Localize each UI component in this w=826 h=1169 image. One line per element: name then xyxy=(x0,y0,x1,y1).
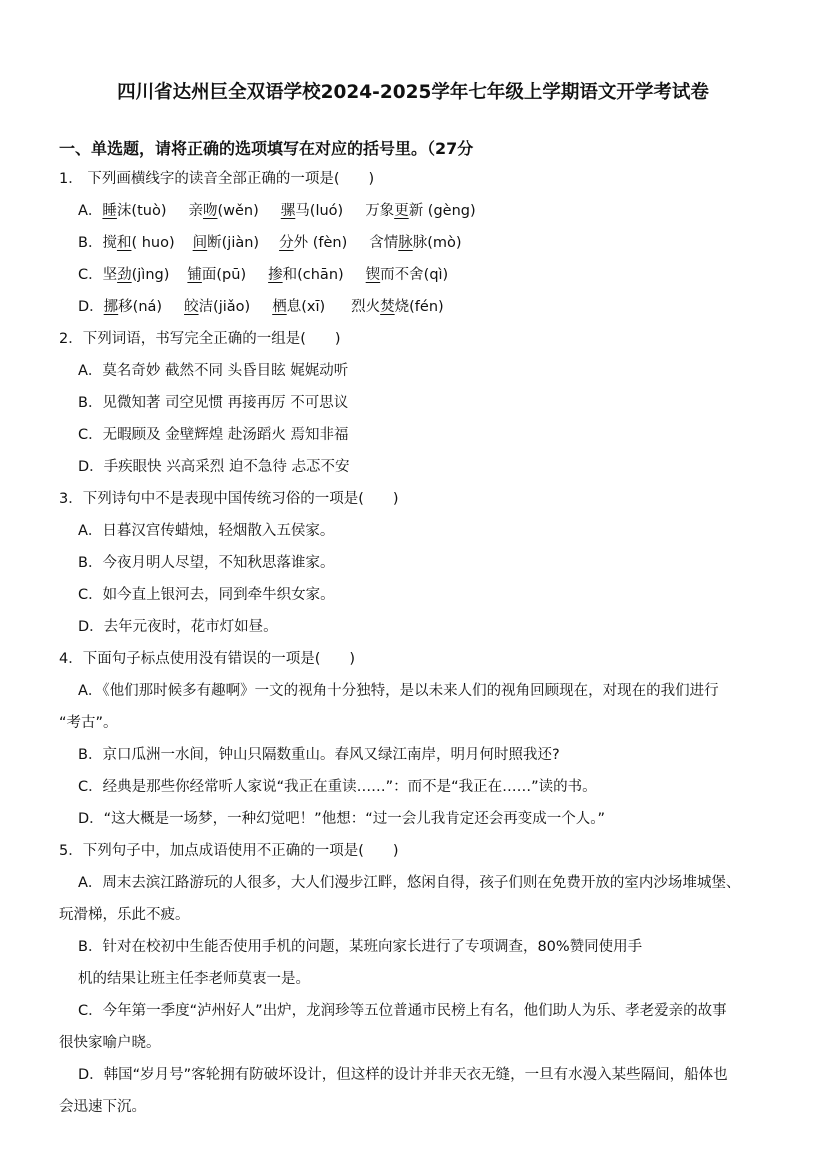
question-4-option-b: B．京口瓜洲一水间，钟山只隔数重山。春风又绿江南岸，明月何时照我还? xyxy=(78,747,560,763)
question-3-option-a: A．日暮汉宫传蜡烛，轻烟散入五侯家。 xyxy=(78,523,335,539)
question-3-stem: 3．下列诗句中不是表现中国传统习俗的一项是( ) xyxy=(59,491,399,507)
question-1-option-b xyxy=(78,234,462,252)
question-1-option-d xyxy=(78,298,444,316)
word-3: 骡马(luó) xyxy=(280,203,344,219)
word-3: 分外 (fèn) xyxy=(279,235,348,251)
question-3-option-d: D．去年元夜时，花市灯如昼。 xyxy=(78,619,278,635)
word-1: 搅和( huo) xyxy=(102,235,175,251)
option-label: C． xyxy=(78,267,103,283)
word-4: 锲而不舍(qì) xyxy=(365,267,449,283)
option-label: A． xyxy=(78,203,103,219)
question-4-option-a-continued: “考古”。 xyxy=(59,715,118,731)
word-4: 烈火焚烧(fén) xyxy=(351,299,444,315)
word-1: 挪移(ná) xyxy=(103,299,163,315)
question-5-option-d-continued: 会迅速下沉。 xyxy=(59,1099,146,1115)
option-label: D． xyxy=(78,299,104,315)
word-3: 掺和(chān) xyxy=(268,267,344,283)
question-2-option-c: C．无暇顾及 金壁辉煌 赴汤蹈火 焉知非福 xyxy=(78,427,349,443)
question-5-option-b-continued: 机的结果让班主任李老师莫衷一是。 xyxy=(78,971,310,987)
question-1-option-a xyxy=(78,202,476,220)
option-label: B． xyxy=(78,235,103,251)
question-5-option-a: A．周末去滨江路游玩的人很多，大人们漫步江畔，悠闲自得，孩子们则在免费开放的室内沙场堆城堡、 xyxy=(78,875,741,891)
question-5-stem: 5．下列句子中，加点成语使用不正确的一项是( ) xyxy=(59,843,399,859)
question-2-option-d: D．手疾眼快 兴高采烈 迫不急待 忐忑不安 xyxy=(78,459,350,475)
word-1: 睡沫(tuò) xyxy=(102,203,167,219)
question-5-option-c-continued: 很快家喻户晓。 xyxy=(59,1035,161,1051)
question-4-stem: 4．下面句子标点使用没有错误的一项是( ) xyxy=(59,651,356,667)
question-5-option-a-continued: 玩滑梯，乐此不疲。 xyxy=(59,907,190,923)
word-2: 间断(jiàn) xyxy=(192,235,260,251)
word-3: 栖息(xī) xyxy=(272,299,326,315)
question-5-option-c: C．今年第一季度“泸州好人”出炉，龙润珍等五位普通市民榜上有名，他们助人为乐、孝老爱亲的故事 xyxy=(78,1003,727,1019)
section-heading: 一、单选题，请将正确的选项填写在对应的括号里。（27分 xyxy=(59,139,474,158)
question-2-option-a: A．莫名奇妙 截然不同 头昏目眩 娓娓动听 xyxy=(78,363,349,379)
word-2: 皎洁(jiǎo) xyxy=(184,299,251,315)
question-3-option-b: B．今夜月明人尽望，不知秋思落谁家。 xyxy=(78,555,335,571)
word-4: 含情脉脉(mò) xyxy=(369,235,462,251)
question-5-option-b: B．针对在校初中生能否使用手机的问题，某班向家长进行了专项调查，80%赞同使用手 xyxy=(78,939,643,955)
question-4-option-c: C．经典是那些你经常听人家说“我正在重读……”：而不是“我正在……”读的书。 xyxy=(78,779,597,795)
word-4: 万象更新 (gèng) xyxy=(365,203,476,219)
question-4-option-d: D．“这大概是一场梦，一种幻觉吧！”他想：“过一会儿我肯定还会再变成一个人。” xyxy=(78,811,605,827)
question-2-stem: 2．下列词语，书写完全正确的一组是( ) xyxy=(59,331,341,347)
question-4-option-a: A．《他们那时候多有趣啊》一文的视角十分独特，是以未来人们的视角回顾现在，对现在的我们进行 xyxy=(78,683,719,699)
question-3-option-c: C．如今直上银河去，同到牵牛织女家。 xyxy=(78,587,335,603)
question-5-option-d: D．韩国“岁月号”客轮拥有防破坏设计，但这样的设计并非天衣无缝，一旦有水漫入某些隔间，船体也 xyxy=(78,1067,728,1083)
exam-title: 四川省达州巨全双语学校2024-2025学年七年级上学期语文开学考试卷 xyxy=(117,82,709,103)
word-2: 亲吻(wěn) xyxy=(188,203,259,219)
question-1-stem: 1． 下列画横线字的读音全部正确的一项是( ) xyxy=(59,171,375,187)
word-2: 铺面(pū) xyxy=(187,267,247,283)
question-2-option-b: B．见微知著 司空见惯 再接再厉 不可思议 xyxy=(78,395,349,411)
question-1-option-c xyxy=(78,266,448,284)
word-1: 坚劲(jìng) xyxy=(102,267,170,283)
